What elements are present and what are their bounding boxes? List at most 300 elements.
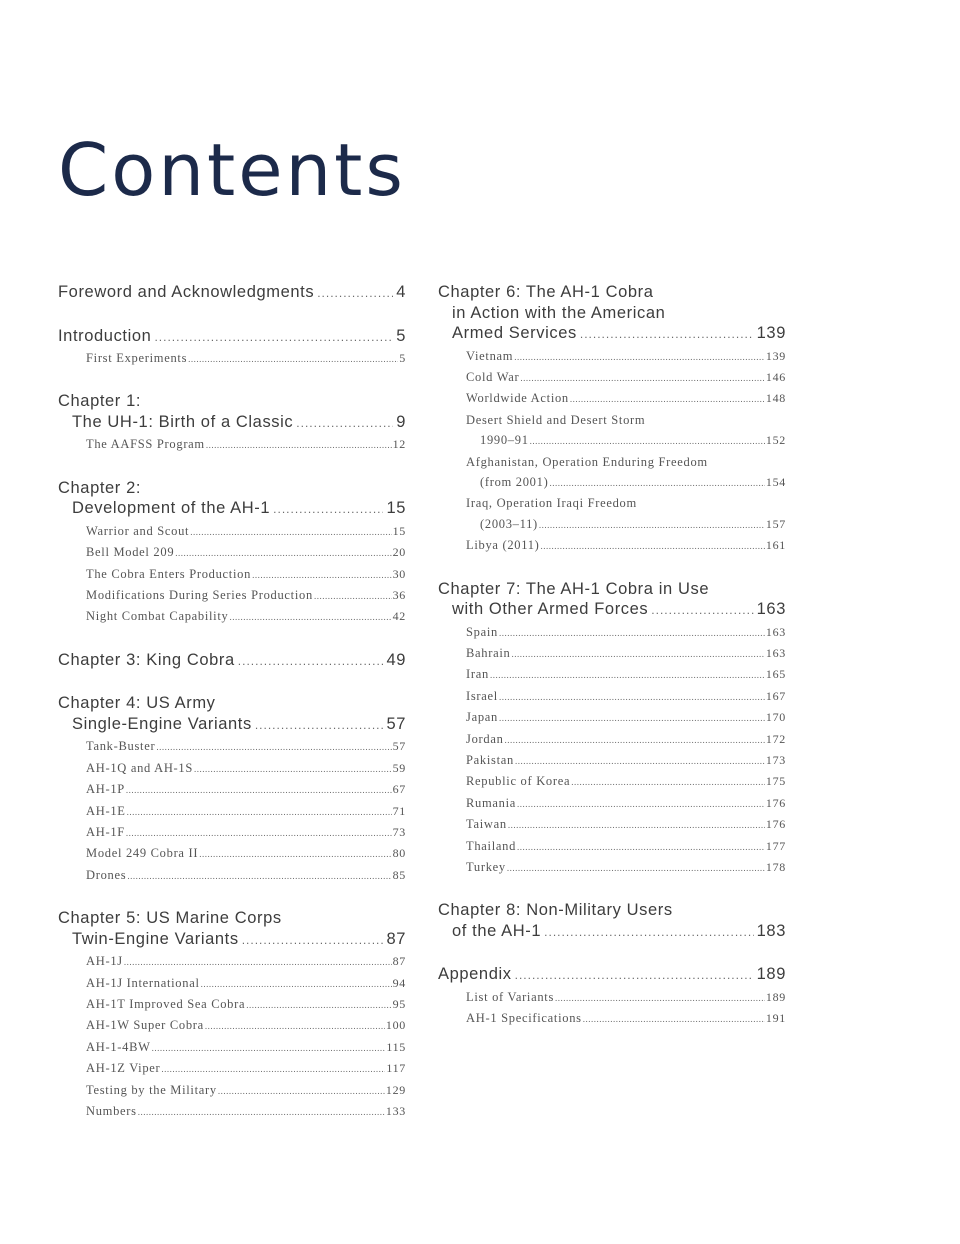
toc-subentry [58,585,406,606]
toc-heading [58,326,406,348]
dot-leader [206,435,392,455]
toc-heading [58,693,406,735]
heading-text: Chapter 4: US Army [58,694,216,713]
subentry-line [466,388,786,409]
subentry-text: Testing by the Military [86,1082,217,1097]
subentry-line [466,686,786,707]
page-number: 176 [765,795,786,810]
subentry-line [466,493,786,513]
subentry-text: AH-1E [86,803,126,818]
dot-leader [126,780,392,800]
dot-leader [154,327,393,348]
page-title: Contents [58,128,406,212]
dot-leader [571,772,765,792]
toc-subentry [58,736,406,757]
heading-line [58,908,406,929]
dot-leader [126,823,392,843]
heading-text: Chapter 7: The AH-1 Cobra in Use [438,579,710,598]
toc-subentry [438,771,786,792]
toc-subentry [58,434,406,455]
subentry-text: Vietnam [466,348,514,363]
page-number: 139 [756,324,786,342]
subentry-list [438,987,786,1030]
dot-leader [555,988,765,1008]
toc-subentry [58,758,406,779]
toc-subentry [58,865,406,886]
heading-text: Armed Services [452,324,577,342]
subentry-text: Numbers [86,1104,137,1119]
toc-entry [438,579,786,879]
dot-leader [242,930,384,951]
subentry-text: Afghanistan, Operation Enduring Freedom [466,454,708,469]
heading-text: Introduction [58,326,152,345]
page-number: 183 [756,921,786,940]
heading-line [58,412,406,434]
page-number: 100 [385,1018,406,1033]
dot-leader [515,751,765,771]
toc-entry [58,326,406,370]
subentry-text: Bell Model 209 [86,545,175,560]
toc-heading [58,391,406,433]
heading-text: Development of the AH-1 [72,499,271,518]
page-number: 165 [765,667,786,682]
toc-subentry [438,1008,786,1029]
page-number: 5 [396,326,406,345]
subentry-text: Jordan [466,731,504,746]
subentry-line [466,367,786,388]
page-number: 15 [386,499,406,518]
dot-leader [508,815,765,835]
toc-subentry [58,606,406,627]
dot-leader [317,283,393,304]
toc-entry [438,900,786,942]
toc-heading [58,650,406,672]
dot-leader [511,644,764,664]
toc-subentry [438,643,786,664]
toc-subentry [58,1080,406,1101]
subentry-line [466,430,786,451]
dot-leader [515,965,754,986]
subentry-line [466,814,786,835]
subentry-line [466,771,786,792]
dot-leader [490,665,765,685]
subentry-line [466,1008,786,1029]
page-number: 30 [392,566,406,581]
page-number: 67 [392,782,406,797]
page-number: 9 [396,412,406,431]
dot-leader [544,922,754,943]
subentry-line [466,836,786,857]
dot-leader [499,687,765,707]
subentry-text: Spain [466,624,498,639]
page-number: 95 [392,997,406,1011]
heading-text: in Action with the American [452,303,666,322]
subentry-line [466,472,786,493]
heading-text: Twin-Engine Variants [72,929,239,948]
page-number: 172 [765,731,786,746]
heading-text: Single-Engine Variants [72,714,252,733]
subentry-text: Tank-Buster [86,739,156,754]
page-number: 163 [765,624,786,639]
dot-leader [190,522,391,542]
page-number: 148 [765,391,786,406]
heading-text: Chapter 6: The AH-1 Cobra [438,283,654,301]
subentry-text: (from 2001) [480,474,549,489]
subentry-text: (2003–11) [480,516,538,531]
subentry-list [58,521,406,628]
dot-leader [296,413,393,434]
heading-line [58,282,406,304]
toc-subentry [58,843,406,864]
toc-subentry [438,664,786,685]
page-number: 154 [765,474,786,489]
toc-heading [438,282,786,345]
heading-line [58,391,406,412]
subentry-line [466,622,786,643]
heading-text: Foreword and Acknowledgments [58,283,315,301]
page-number: 191 [765,1011,786,1026]
dot-leader [238,651,384,672]
page-number: 157 [765,516,786,531]
heading-text: The UH-1: Birth of a Classic [72,412,294,431]
toc-heading [58,282,406,304]
subentry-line [466,729,786,750]
toc-subentry [438,729,786,750]
page-number: 161 [765,538,786,553]
heading-line [58,693,406,714]
subentry-text: AH-1Z Viper [86,1061,161,1076]
subentry-line [86,758,406,779]
dot-leader [229,607,391,627]
heading-text: with Other Armed Forces [452,600,649,619]
subentry-text: 1990–91 [480,433,529,448]
toc-entry [58,391,406,455]
subentry-text: AH-1W Super Cobra [86,1018,204,1033]
toc-heading [58,908,406,950]
dot-leader [201,974,392,994]
toc-subentry [58,994,406,1015]
subentry-text: AH-1Q and AH-1S [86,760,194,775]
subentry-text: AH-1J International [86,975,200,990]
toc-subentry [438,622,786,643]
toc-entry [58,478,406,628]
toc-entry [58,282,406,304]
page-number: 163 [756,600,786,619]
page-number: 139 [765,348,786,363]
toc-heading [438,579,786,621]
subentry-line [86,542,406,563]
subentry-list [438,346,786,557]
subentry-text: The Cobra Enters Production [86,566,252,581]
toc-subentry [438,793,786,814]
subentry-line [466,514,786,535]
toc-subentry [58,1058,406,1079]
subentry-line [466,452,786,472]
subentry-text: AH-1T Improved Sea Cobra [86,997,246,1011]
dot-leader [255,715,384,736]
heading-text: Appendix [438,965,512,984]
dot-leader [273,499,383,520]
heading-line [438,303,786,324]
dot-leader [152,1038,386,1058]
page-number: 189 [756,965,786,984]
toc-subentry [438,410,786,452]
subentry-line [466,750,786,771]
subentry-line [466,535,786,556]
subentry-line [466,707,786,728]
toc-subentry [438,987,786,1008]
subentry-list [58,736,406,886]
toc-heading [58,478,406,520]
heading-text: of the AH-1 [452,921,542,940]
toc-subentry [438,857,786,878]
heading-text: Chapter 3: King Cobra [58,650,235,669]
subentry-text: AH-1 Specifications [466,1011,582,1026]
toc-heading [438,964,786,986]
dot-leader [124,952,392,972]
subentry-line [86,348,406,369]
dot-leader [194,759,392,779]
subentry-line [86,736,406,757]
subentry-text: Bahrain [466,645,511,660]
dot-leader [539,515,765,535]
toc-entry [58,650,406,672]
subentry-line [86,1101,406,1122]
subentry-line [466,664,786,685]
dot-leader [127,866,391,886]
heading-line [58,929,406,951]
subentry-text: AH-1J [86,954,123,969]
toc-subentry [438,750,786,771]
heading-line [438,282,786,303]
toc-subentry [438,388,786,409]
page-number: 71 [392,803,406,818]
page-number: 189 [765,989,786,1004]
subentry-line [86,801,406,822]
page-number: 94 [392,975,406,990]
toc-subentry [438,346,786,367]
subentry-line [466,793,786,814]
toc-entry [58,693,406,886]
page-number: 73 [392,824,406,839]
toc-subentry [438,686,786,707]
dot-leader [499,708,765,728]
toc-subentry [438,707,786,728]
heading-text: Chapter 5: US Marine Corps [58,909,282,928]
toc-subentry [438,367,786,388]
subentry-text: Japan [466,710,498,725]
subentry-line [86,1037,406,1058]
page-number: 57 [386,714,406,733]
page-number: 80 [392,846,406,861]
subentry-text: Drones [86,867,127,882]
dot-leader [138,1102,385,1122]
dot-leader [499,623,765,643]
subentry-text: Iran [466,667,489,682]
subentry-line [86,843,406,864]
page-number: 163 [765,645,786,660]
page-number: 36 [392,588,406,603]
heading-line [438,900,786,921]
subentry-text: Taiwan [466,817,507,832]
dot-leader [583,1009,765,1029]
subentry-text: Desert Shield and Desert Storm [466,412,646,427]
dot-leader [580,324,754,345]
toc-entry [58,908,406,1122]
subentry-line [86,973,406,994]
dot-leader [520,368,765,388]
page-number: 167 [765,688,786,703]
subentry-text: Turkey [466,860,506,875]
subentry-text: Israel [466,688,498,703]
toc-entry [438,964,786,1029]
dot-leader [507,858,765,878]
subentry-text: Model 249 Cobra II [86,846,199,861]
dot-leader [530,431,765,451]
page-number: 175 [765,774,786,789]
page-number: 87 [386,929,406,948]
subentry-line [86,521,406,542]
dot-leader [127,802,392,822]
dot-leader [651,600,753,621]
subentry-list [438,622,786,879]
heading-line [58,650,406,672]
toc-heading [438,900,786,942]
subentry-text: Rumania [466,795,517,810]
page-number: 177 [765,838,786,853]
toc-subentry [58,564,406,585]
page-number: 12 [392,437,406,452]
subentry-line [86,951,406,972]
heading-text: Chapter 1: [58,392,142,411]
subentry-text: Warrior and Scout [86,523,190,538]
page-number: 20 [392,545,406,560]
heading-line [438,921,786,943]
page-number: 129 [385,1082,406,1097]
heading-line [58,478,406,499]
toc-subentry [58,1101,406,1122]
subentry-text: Cold War [466,369,520,384]
subentry-line [86,1058,406,1079]
heading-text: Chapter 8: Non-Military Users [438,901,673,920]
heading-text: Chapter 2: [58,478,142,497]
subentry-text: Night Combat Capability [86,609,229,624]
dot-leader [570,389,765,409]
subentry-text: Iraq, Operation Iraqi Freedom [466,496,637,511]
page-number: 133 [385,1104,406,1119]
subentry-line [86,606,406,627]
page-number: 57 [392,739,406,754]
subentry-line [86,994,406,1015]
subentry-list [58,348,406,369]
subentry-text: Republic of Korea [466,774,571,789]
subentry-text: AH-1-4BW [86,1039,151,1054]
toc-column-right [438,282,786,1052]
subentry-line [86,585,406,606]
heading-line [438,599,786,621]
subentry-text: Thailand [466,838,517,853]
dot-leader [252,565,392,585]
dot-leader [218,1081,385,1101]
subentry-line [466,410,786,430]
subentry-text: AH-1F [86,824,125,839]
subentry-line [86,779,406,800]
dot-leader [517,837,765,857]
subentry-list [58,951,406,1122]
dot-leader [549,473,764,493]
toc-subentry [438,452,786,494]
heading-line [58,714,406,736]
toc-subentry [58,801,406,822]
dot-leader [156,737,391,757]
subentry-text: First Experiments [86,351,188,365]
dot-leader [505,730,765,750]
page-number: 85 [392,867,406,882]
subentry-line [86,1080,406,1101]
toc-column-left [58,282,406,1144]
dot-leader [188,349,398,369]
page-number: 15 [392,523,406,538]
dot-leader [205,1016,385,1036]
page-number: 4 [396,283,406,301]
page-number: 176 [765,817,786,832]
toc-subentry [58,973,406,994]
toc-subentry [58,779,406,800]
page-number: 152 [765,433,786,448]
page-number: 87 [392,954,406,969]
dot-leader [314,586,392,606]
page-number: 173 [765,753,786,767]
dot-leader [161,1059,385,1079]
toc-subentry [438,535,786,556]
toc-subentry [58,1015,406,1036]
subentry-line [466,857,786,878]
subentry-text: Libya (2011) [466,538,540,553]
page-number: 5 [399,351,406,365]
subentry-line [86,564,406,585]
toc-subentry [58,348,406,369]
subentry-text: AH-1P [86,782,125,797]
toc-entry [438,282,786,557]
toc-subentry [58,521,406,542]
subentry-line [86,865,406,886]
page-number: 178 [765,860,786,875]
heading-line [438,964,786,986]
page-number: 146 [765,369,786,384]
subentry-line [466,987,786,1008]
page-number: 59 [392,760,406,775]
toc-subentry [438,814,786,835]
subentry-line [466,346,786,367]
heading-line [58,498,406,520]
toc-subentry [438,493,786,535]
page-number: 117 [386,1061,406,1076]
subentry-list [58,434,406,455]
dot-leader [246,995,391,1015]
subentry-line [86,822,406,843]
page-number: 170 [765,710,786,725]
subentry-text: List of Variants [466,989,555,1004]
toc-subentry [58,1037,406,1058]
dot-leader [517,794,765,814]
toc-subentry [58,822,406,843]
dot-leader [175,543,391,563]
subentry-line [86,434,406,455]
page-number: 115 [386,1039,406,1054]
dot-leader [541,536,765,556]
heading-line [438,579,786,600]
subentry-line [86,1015,406,1036]
